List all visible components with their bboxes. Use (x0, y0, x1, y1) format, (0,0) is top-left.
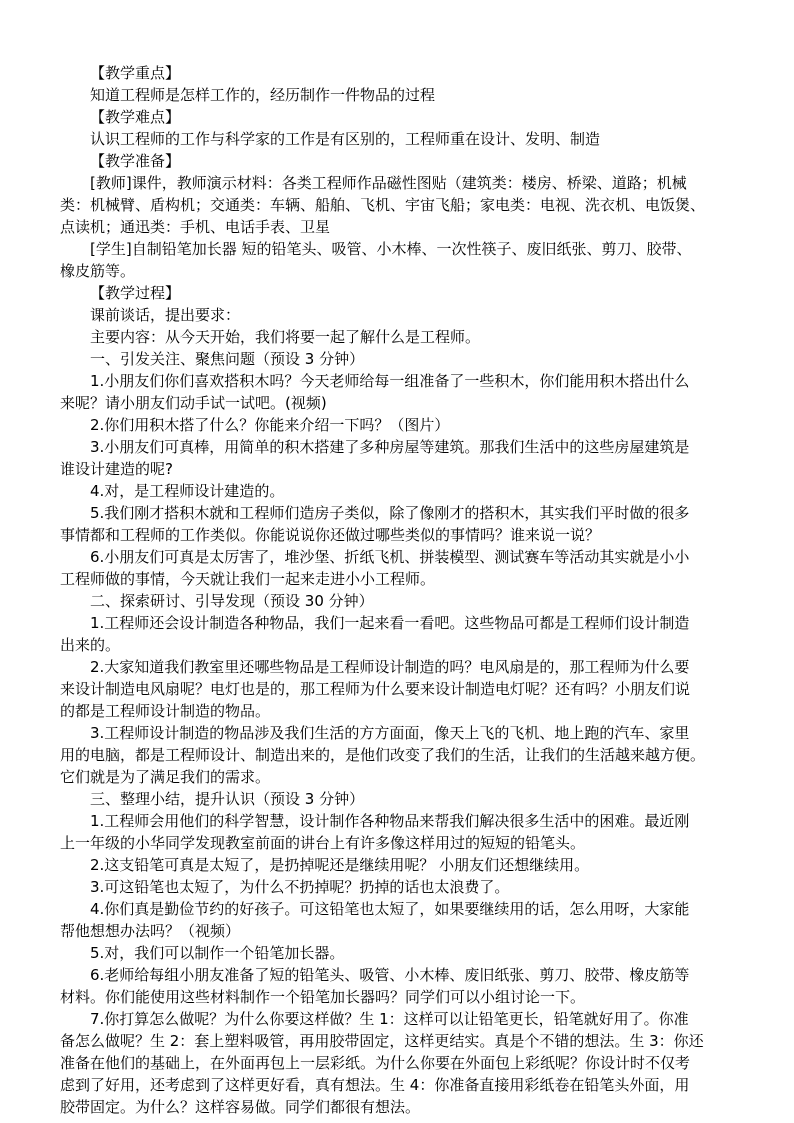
paragraph-line: [教师]课件，教师演示材料：各类工程师作品磁性图贴（建筑类：楼房、桥梁、道路；机械 (90, 174, 687, 192)
paragraph-line: 2.你们用积木搭了什么？你能来介绍一下吗？（图片） (90, 416, 450, 434)
paragraph-line: 知道工程师是怎样工作的，经历制作一件物品的过程 (90, 86, 436, 104)
paragraph-line: 主要内容：从今天开始，我们将要一起了解什么是工程师。 (90, 328, 481, 346)
paragraph-line: 课前谈话，提出要求： (90, 306, 241, 324)
paragraph-line: 3.小朋友们可真棒，用简单的积木搭建了多种房屋等建筑。那我们生活中的这些房屋建筑是 (90, 438, 690, 456)
paragraph-line: 3.工程师设计制造的物品涉及我们生活的方方面面，像天上飞的飞机、地上跑的汽车、家里 (90, 724, 690, 742)
paragraph-continuation: 胶带固定。为什么？这样容易做。同学们都很有想法。 (60, 1098, 421, 1116)
paragraph-line: 认识工程师的工作与科学家的工作是有区别的，工程师重在设计、发明、制造 (90, 130, 601, 148)
paragraph-line: 4.对，是工程师设计建造的。 (90, 482, 285, 500)
paragraph-continuation: 来设计制造电风扇呢？电灯也是的，那工程师为什么要来设计制造电灯呢？还有吗？小朋友们说 (60, 680, 691, 698)
paragraph-continuation: 备怎么做呢？生 2：套上塑料吸管，再用胶带固定，这样更结实。真是个不错的想法。生 3：你还 (60, 1032, 704, 1050)
paragraph-continuation: 类：机械臂、盾构机；交通类：车辆、船舶、飞机、宇宙飞船；家电类：电视、洗衣机、电饭煲、 (60, 196, 706, 214)
paragraph-line: 二、探索研讨、引导发现（预设 30 分钟） (90, 592, 374, 610)
paragraph-continuation: 用的电脑，都是工程师设计、制造出来的，是他们改变了我们的生活，让我们的生活越来越方便。 (60, 746, 706, 764)
document-body (60, 62, 790, 1118)
paragraph-line: 4.你们真是勤俭节约的好孩子。可这铅笔也太短了，如果要继续用的话，怎么用呀，大家能 (90, 900, 690, 918)
paragraph-continuation: 上一年级的小华同学发现教室前面的讲台上有许多像这样用过的短短的铅笔头。 (60, 834, 586, 852)
paragraph-line: 三、整理小结，提升认识（预设 3 分钟） (90, 790, 365, 808)
paragraph-continuation: 橡皮筋等。 (60, 262, 136, 280)
paragraph-continuation: 点读机；通迅类：手机、电话手表、卫星 (60, 218, 331, 236)
paragraph-line: 5.对，我们可以制作一个铅笔加长器。 (90, 944, 345, 962)
section-heading: 【教学重点】 (90, 64, 181, 82)
paragraph-continuation: 材料。你们能使用这些材料制作一个铅笔加长器吗？同学们可以小组讨论一下。 (60, 988, 586, 1006)
paragraph-line: [学生]自制铅笔加长器 短的铅笔头、吸管、小木棒、一次性筷子、废旧纸张、剪刀、胶带、 (90, 240, 692, 258)
paragraph-line: 1.工程师还会设计制造各种物品，我们一起来看一看吧。这些物品可都是工程师们设计制造 (90, 614, 690, 632)
paragraph-continuation: 的都是工程师设计制造的物品。 (60, 702, 271, 720)
paragraph-line: 3.可这铅笔也太短了，为什么不扔掉呢？扔掉的话也太浪费了。 (90, 878, 510, 896)
paragraph-line: 7.你打算怎么做呢？为什么你要这样做？生 1：这样可以让铅笔更长，铅笔就好用了。你准 (90, 1010, 689, 1028)
section-heading: 【教学难点】 (90, 108, 181, 126)
paragraph-continuation: 它们就是为了满足我们的需求。 (60, 768, 271, 786)
paragraph-line: 5.我们刚才搭积木就和工程师们造房子类似，除了像刚才的搭积木，其实我们平时做的很多 (90, 504, 690, 522)
paragraph-continuation: 虑到了好用，还考虑到了这样更好看，真有想法。生 4：你准备直接用彩纸卷在铅笔头外面，用 (60, 1076, 690, 1094)
paragraph-continuation: 帮他想想办法吗？（视频） (60, 922, 241, 940)
paragraph-line: 一、引发关注、聚焦问题（预设 3 分钟） (90, 350, 365, 368)
paragraph-line: 2.大家知道我们教室里还哪些物品是工程师设计制造的吗？电风扇是的，那工程师为什么要 (90, 658, 690, 676)
paragraph-continuation: 准备在他们的基础上，在外面再包上一层彩纸。为什么你要在外面包上彩纸呢？你设计时不仅考 (60, 1054, 691, 1072)
paragraph-continuation: 来呢？请小朋友们动手试一试吧。(视频) (60, 394, 327, 412)
paragraph-line: 1.工程师会用他们的科学智慧，设计制作各种物品来帮我们解决很多生活中的困难。最近刚 (90, 812, 690, 830)
section-heading: 【教学过程】 (90, 284, 181, 302)
paragraph-line: 6.小朋友们可真是太厉害了，堆沙堡、折纸飞机、拼装模型、测试赛车等活动其实就是小小 (90, 548, 690, 566)
paragraph-continuation: 谁设计建造的呢? (60, 460, 173, 478)
section-heading: 【教学准备】 (90, 152, 181, 170)
paragraph-line: 1.小朋友们你们喜欢搭积木吗？今天老师给每一组准备了一些积木，你们能用积木搭出什么 (90, 372, 690, 390)
paragraph-continuation: 出来的。 (60, 636, 121, 654)
paragraph-line: 6.老师给每组小朋友准备了短的铅笔头、吸管、小木棒、废旧纸张、剪刀、胶带、橡皮筋等 (90, 966, 690, 984)
paragraph-continuation: 事情都和工程师的工作类似。你能说说你还做过哪些类似的事情吗？谁来说一说？ (60, 526, 601, 544)
paragraph-line: 2.这支铅笔可真是太短了，是扔掉呢还是继续用呢？ 小朋友们还想继续用。 (90, 856, 590, 874)
paragraph-continuation: 工程师做的事情，今天就让我们一起来走进小小工程师。 (60, 570, 436, 588)
